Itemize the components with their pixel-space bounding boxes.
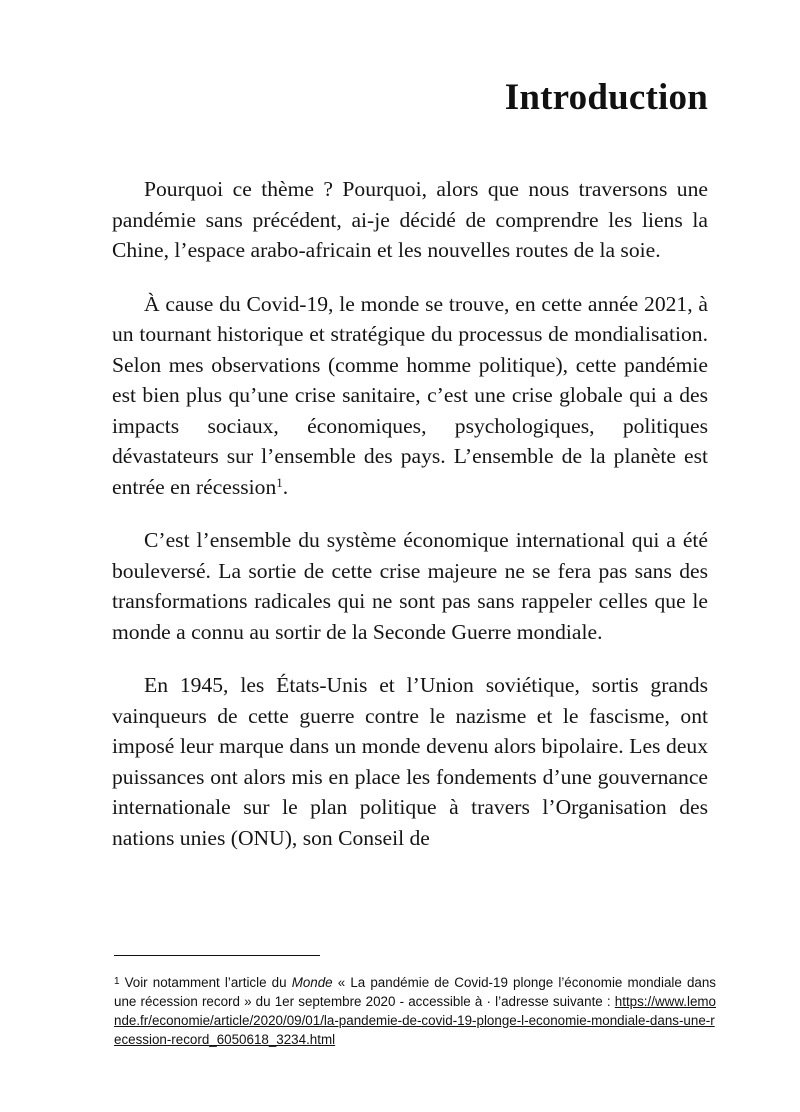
paragraph-2-text: À cause du Covid-19, le monde se trouve, en cette année 2021, à un tournant historique et stratégique du processus de mondialisation. Selon mes observations (comme homme politique), cette pandémie est bien plus qu’une crise sanitaire, c’est une crise globale qui a des impacts sociaux, économiques, psychologiques, politiques dévastateurs sur l’ensemble des pays. L’ensemble de la planète est entrée en récession [112,291,708,499]
footnote-number: 1 [114,976,120,987]
paragraph-3: C’est l’ensemble du système économique international qui a été bouleversé. La sortie de cette crise majeure ne se fera pas sans des transformations radicales qui ne sont pas sans rappeler celles que le monde a connu au sortir de la Seconde Guerre mondiale. [112,528,708,644]
footnote-journal-name: Monde [291,975,333,990]
footnote [114,972,716,1049]
body-text [112,174,708,876]
paragraph-1: Pourquoi ce thème ? Pourquoi, alors que nous traversons une pandémie sans précédent, ai-je décidé de comprendre les liens la Chine, l’espace arabo-africain et les nouvelles routes de la soie. [112,177,708,262]
footnote-reference[interactable]: 1 [276,474,283,490]
footnote-url-link[interactable]: https://www.lemonde.fr/economie/article/2020/09/01/la-pandemie-de-covid-19-plonge-l-economie-mondiale-dans-une-recession-record_6050618_3234.html [114,994,716,1047]
paragraph-2 [112,289,708,503]
paragraph-4: En 1945, les États-Unis et l’Union soviétique, sortis grands vainqueurs de cette guerre contre le nazisme et le fascisme, ont imposé leur marque dans un monde devenu alors bipolaire. Les deux puissances ont alors mis en place les fondements d’une gouvernance internationale sur le plan politique à travers l’Organisation des nations unies (ONU), son Conseil de [112,673,708,850]
chapter-title: Introduction [504,77,708,118]
footnote-text-before: Voir notamment l’article du [124,975,292,990]
footnote-separator [114,955,320,956]
paragraph-2-end: . [282,474,289,499]
footnote-text-after: « La pandémie de Covid-19 plonge l’économie mondiale dans une récession record » du 1er septembre 2020 - accessible à · l’adresse suivante : [114,975,716,1009]
